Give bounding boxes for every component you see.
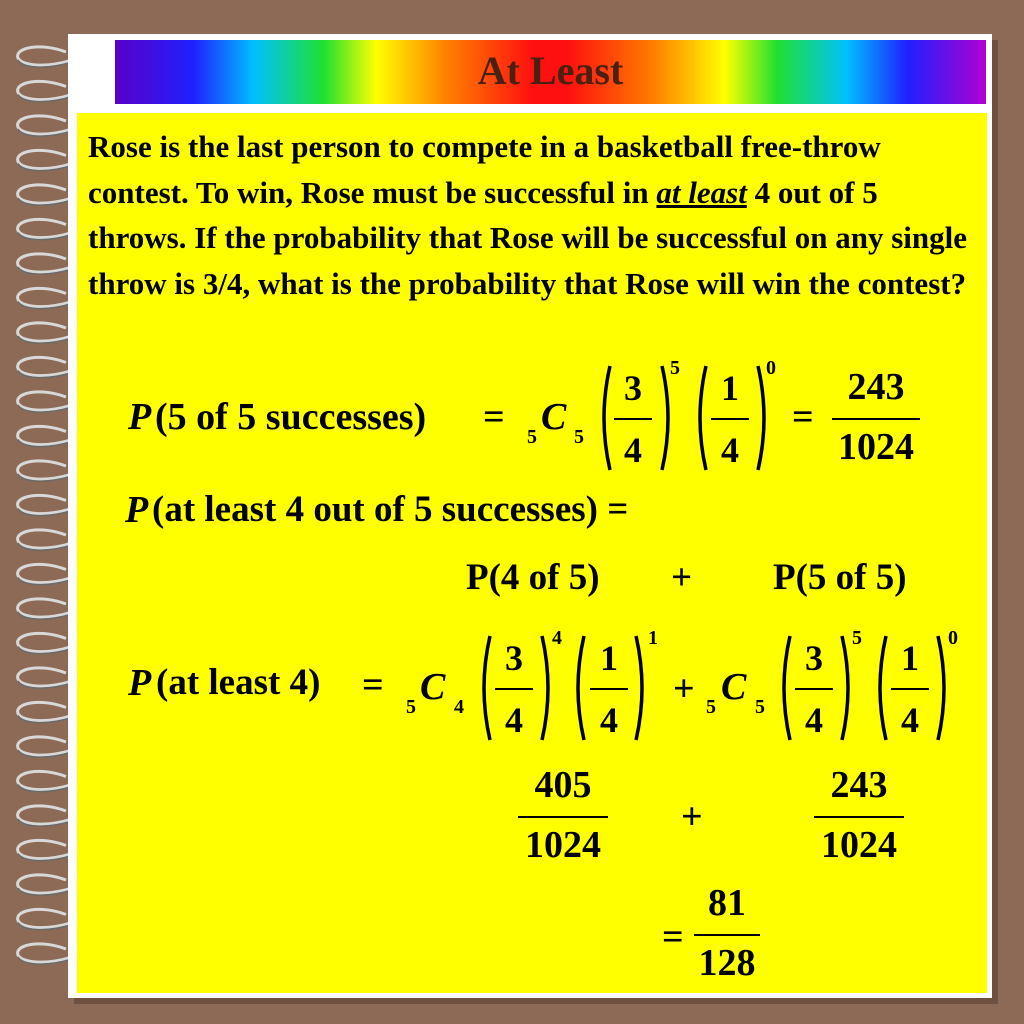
eq3-right: P(5 of 5) [773, 557, 907, 598]
eq4-t2-f2-exponent: 0 [948, 627, 958, 649]
spiral-ring [18, 875, 72, 893]
eq1-f2-denominator: 4 [721, 430, 739, 470]
problem-statement [88, 124, 978, 306]
spiral-ring [18, 737, 72, 755]
spiral-ring [18, 806, 72, 824]
eq4-t1-f2-exponent: 1 [648, 627, 658, 649]
eq3-left: P(4 of 5) [466, 557, 600, 598]
spiral-ring [18, 150, 72, 168]
spiral-ring [18, 461, 72, 479]
eq1-f2-numerator: 1 [721, 368, 739, 408]
eq4-t1-comb-n: 5 [406, 696, 416, 718]
eq4-t2-f1-exponent: 5 [852, 627, 862, 649]
spiral-ring [18, 564, 72, 582]
page-title: At Least [477, 48, 624, 93]
problem-text-2: 4 out of 5 throws. If the probability that Rose will be successful on any single throw is 3/4, what is the probability that Rose will win the contest? [88, 174, 967, 301]
eq4-argument: (at least 4) [156, 662, 321, 703]
eq1-f1-exponent: 5 [670, 357, 680, 379]
spiral-ring [18, 771, 72, 789]
spiral-ring [18, 426, 72, 444]
spiral-ring [18, 116, 72, 134]
eq1-result-numerator: 243 [847, 366, 905, 408]
eq5-plus: + [681, 796, 703, 838]
spiral-ring [18, 357, 72, 375]
eq1-f1-denominator: 4 [624, 430, 642, 470]
eq1-result-denominator: 1024 [838, 426, 914, 468]
spiral-ring [18, 219, 72, 237]
problem-emphasis: at least [656, 174, 747, 210]
eq3-plus: + [671, 557, 693, 598]
eq4-t1-comb-k: 4 [454, 696, 464, 718]
spiral-ring [18, 47, 72, 65]
eq4-t2-fraction-1 [793, 640, 835, 738]
eq5-a-numerator: 405 [534, 764, 592, 806]
eq4-t1-comb-c: C [420, 666, 446, 708]
spiral-ring [18, 323, 72, 341]
spiral-ring [18, 81, 72, 99]
eq1-argument: (5 of 5 successes) [155, 396, 427, 438]
eq1-equals: = [483, 396, 505, 438]
eq1-comb-k: 5 [574, 426, 584, 448]
spiral-ring [18, 668, 72, 686]
eq1-comb-c: C [541, 396, 567, 438]
eq4-t2-comb-k: 5 [755, 696, 765, 718]
spiral-ring [18, 909, 72, 927]
spiral-ring [18, 702, 72, 720]
eq1-fraction-2 [709, 370, 751, 468]
spiral-ring [18, 530, 72, 548]
eq6-denominator: 128 [698, 942, 756, 984]
eq4-t1-f2-numerator: 1 [600, 638, 618, 678]
spiral-ring [18, 944, 72, 962]
problem-text-1: Rose is the last person to compete in a basketball free-throw contest. To win, Rose must be successful in [88, 129, 881, 210]
eq1-f2-exponent: 0 [766, 357, 776, 379]
spiral-ring [18, 599, 72, 617]
eq6-equals: = [662, 916, 684, 958]
eq4-t2-comb-c: C [721, 666, 747, 708]
eq4-t1-f2-denominator: 4 [600, 700, 618, 740]
eq4-t2-f2-numerator: 1 [901, 638, 919, 678]
eq4-equals: = [362, 664, 384, 706]
eq4-t2-f2-denominator: 4 [901, 700, 919, 740]
eq4-plus: + [673, 668, 695, 710]
prob-symbol: P [128, 396, 152, 438]
eq4-t1-fraction-2 [588, 640, 630, 738]
eq4-t2-f1-denominator: 4 [805, 700, 823, 740]
eq4-t1-f1-exponent: 4 [552, 627, 562, 649]
eq4-t1-f1-denominator: 4 [505, 700, 523, 740]
eq4-t1-f1-numerator: 3 [505, 638, 523, 678]
spiral-ring [18, 185, 72, 203]
eq4-t1-fraction-1 [493, 640, 535, 738]
eq6-numerator: 81 [708, 882, 746, 924]
spiral-ring [18, 288, 72, 306]
eq4-prob-symbol: P [128, 662, 152, 704]
eq4-t2-fraction-2 [889, 640, 931, 738]
eq1-result-fraction [830, 368, 922, 466]
eq4-t2-f1-numerator: 3 [805, 638, 823, 678]
eq5-b-denominator: 1024 [821, 824, 897, 866]
eq2-text: (at least 4 out of 5 successes) = [152, 489, 629, 530]
eq4-t2-comb-n: 5 [706, 696, 716, 718]
eq1-equals-2: = [792, 396, 814, 438]
spiral-ring [18, 633, 72, 651]
eq1-comb-n: 5 [527, 426, 537, 448]
spiral-ring [18, 254, 72, 272]
eq6-fraction [692, 884, 762, 982]
spiral-ring [18, 495, 72, 513]
eq5-a-denominator: 1024 [525, 824, 601, 866]
eq1-f1-numerator: 3 [624, 368, 642, 408]
spiral-ring [18, 840, 72, 858]
eq1-fraction-1 [612, 370, 654, 468]
eq5-fraction-a [516, 766, 610, 864]
spiral-ring [18, 392, 72, 410]
eq2-prob-symbol: P [125, 489, 149, 531]
eq5-b-numerator: 243 [830, 764, 888, 806]
eq5-fraction-b [812, 766, 906, 864]
